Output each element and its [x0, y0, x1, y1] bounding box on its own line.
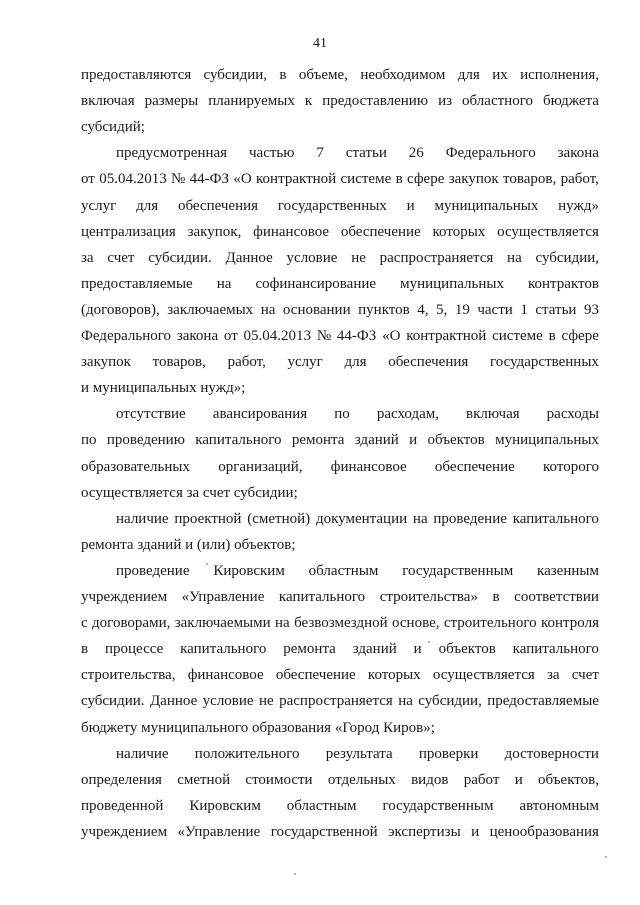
- word: не: [351, 249, 366, 266]
- word: проверки: [418, 745, 479, 762]
- text-line: [81, 275, 599, 293]
- word: системе: [340, 171, 392, 188]
- word: ценообразования: [489, 823, 599, 840]
- word: к: [304, 93, 313, 110]
- word: наличие: [116, 745, 169, 762]
- word: в: [279, 67, 287, 83]
- word: работ,: [227, 354, 266, 371]
- text-line: [116, 562, 599, 580]
- word: 1: [520, 301, 528, 318]
- word: капитального: [512, 510, 599, 527]
- word: контроля: [540, 615, 599, 632]
- word: включая: [466, 406, 520, 423]
- text-line: осуществляется за счет субсидии;: [81, 484, 298, 501]
- word: осуществляется: [432, 667, 535, 684]
- word: наличие: [116, 510, 169, 527]
- word: расходы: [546, 406, 599, 423]
- word: части: [477, 301, 513, 318]
- text-line: [81, 692, 599, 710]
- word: сфере: [406, 171, 445, 188]
- word: и: [413, 641, 422, 658]
- word: государственным: [402, 562, 514, 579]
- word: муниципальных: [495, 432, 599, 449]
- word: капитального: [180, 641, 267, 658]
- word: которых: [432, 223, 486, 240]
- word: по: [81, 432, 97, 449]
- word: проектной: [174, 510, 242, 527]
- word: субсидии,: [418, 693, 482, 710]
- word: предоставляются: [81, 67, 192, 83]
- word: частью: [249, 145, 295, 162]
- word: №: [171, 171, 186, 188]
- word: товаров,: [152, 354, 206, 371]
- word: объектов,: [538, 771, 599, 788]
- word: областным: [308, 562, 379, 579]
- word: обеспечения: [388, 354, 469, 371]
- word: и: [471, 823, 480, 840]
- word: проведенной: [81, 797, 164, 814]
- word: осуществляется: [497, 223, 599, 240]
- word: условие: [202, 693, 254, 710]
- word: субсидии,: [535, 249, 599, 266]
- scan-speck: [206, 563, 208, 565]
- page-number: 41: [313, 36, 327, 51]
- word: договорами,: [92, 615, 171, 632]
- word: счет: [571, 667, 599, 684]
- word: услуг: [287, 354, 323, 371]
- word: капитального: [195, 432, 282, 449]
- word: объектов: [438, 641, 496, 658]
- word: финансовое: [330, 458, 407, 475]
- text-line: [81, 301, 599, 319]
- word: проведению: [106, 432, 185, 449]
- word: на: [216, 275, 232, 292]
- word: их: [492, 67, 508, 83]
- word: 19: [454, 301, 470, 318]
- word: Федерального: [445, 145, 536, 162]
- text-line: [81, 458, 599, 476]
- word: областного: [462, 93, 533, 110]
- text-line: [81, 588, 599, 606]
- text-line: [81, 197, 599, 215]
- word: закупок: [448, 171, 499, 188]
- word: и: [514, 771, 523, 788]
- word: основании: [282, 301, 351, 318]
- word: бюджета: [543, 93, 599, 110]
- text-line: [81, 66, 599, 84]
- text-line: [81, 249, 599, 267]
- word: нужд»: [558, 197, 599, 214]
- word: муниципальных: [434, 197, 539, 214]
- word: статьи: [535, 301, 577, 318]
- text-line: [81, 353, 599, 371]
- word: для: [344, 354, 367, 371]
- text-line: и муниципальных нужд»;: [81, 380, 246, 397]
- word: которого: [543, 458, 599, 475]
- word: (сметной): [247, 510, 311, 527]
- word: капитального: [278, 589, 366, 605]
- word: сметной: [177, 771, 231, 788]
- word: на: [260, 301, 276, 318]
- word: работ: [463, 771, 500, 788]
- word: ремонта: [283, 641, 336, 658]
- word: образовательных: [81, 458, 190, 475]
- word: казенным: [537, 562, 599, 579]
- word: отсутствие: [116, 406, 186, 423]
- word: Кировским: [213, 562, 285, 579]
- text-line: [81, 797, 599, 815]
- word: обеспечение: [275, 667, 356, 684]
- word: в: [492, 589, 500, 605]
- word: для: [457, 67, 480, 83]
- word: планируемых: [208, 93, 295, 110]
- word: проведение: [116, 562, 190, 579]
- word: от: [223, 328, 238, 344]
- word: предусмотренная: [116, 145, 228, 162]
- word: достоверности: [504, 745, 599, 762]
- word: безвозмездной: [294, 615, 388, 632]
- text-line: [81, 771, 599, 789]
- word: обеспечение: [434, 458, 515, 475]
- word: организаций,: [218, 458, 303, 475]
- word: исполнения,: [520, 67, 599, 83]
- word: строительного: [443, 615, 537, 632]
- word: видов: [411, 771, 449, 788]
- text-line: [81, 614, 599, 632]
- word: процессе: [104, 641, 164, 658]
- word: 05.04.2013: [99, 171, 167, 188]
- text-line: [116, 745, 599, 763]
- text-line: [116, 405, 599, 423]
- word: из: [438, 93, 453, 110]
- text-line: ремонта зданий и (или) объектов;: [81, 536, 296, 553]
- text-line: [81, 823, 599, 841]
- text-line: бюджету муниципального образования «Город Киров»;: [81, 719, 435, 736]
- word: включая: [81, 93, 135, 110]
- word: закупок,: [187, 223, 242, 240]
- word: капитального: [512, 641, 599, 658]
- word: Федерального: [81, 328, 172, 344]
- word: условие: [286, 249, 338, 266]
- word: закона: [176, 328, 219, 344]
- word: государственной: [270, 823, 378, 840]
- word: заключаемых: [167, 301, 254, 318]
- word: распространяется: [379, 249, 494, 266]
- scan-speck: [605, 856, 607, 858]
- word: работ,: [560, 171, 599, 188]
- word: отдельных: [327, 771, 396, 788]
- word: положительного: [194, 745, 300, 762]
- word: авансирования: [212, 406, 308, 423]
- word: софинансирование: [255, 275, 377, 292]
- text-line: субсидий;: [81, 119, 145, 136]
- word: 44-ФЗ: [189, 171, 230, 188]
- word: за: [546, 667, 560, 684]
- word: распространяется: [279, 693, 393, 710]
- text-line: [81, 640, 599, 658]
- text-line: [81, 92, 599, 110]
- word: Данное: [149, 693, 198, 710]
- word: результата: [325, 745, 393, 762]
- word: и: [406, 197, 415, 214]
- word: обеспечения: [177, 197, 259, 214]
- word: в: [395, 171, 403, 188]
- word: заключаемыми: [174, 615, 271, 632]
- word: товаров,: [503, 171, 557, 188]
- word: контрактной: [406, 328, 487, 344]
- word: «О: [233, 171, 252, 188]
- word: 26: [408, 145, 424, 162]
- word: учреждением: [81, 589, 168, 605]
- scan-speck: [294, 873, 296, 875]
- word: на: [398, 693, 413, 710]
- word: счет: [107, 249, 135, 266]
- word: которых: [367, 667, 421, 684]
- word: на: [275, 615, 290, 632]
- word: закона: [557, 145, 599, 162]
- text-line: [81, 170, 599, 188]
- word: с: [81, 615, 88, 632]
- text-line: [81, 327, 599, 345]
- word: и: [409, 432, 418, 449]
- text-line: [81, 431, 599, 449]
- text-line: [81, 666, 599, 684]
- word: услуг: [81, 197, 117, 214]
- word: необходимом: [360, 67, 446, 83]
- word: в: [548, 328, 556, 344]
- word: зданий: [354, 432, 399, 449]
- word: размеры: [144, 93, 199, 110]
- word: контрактной: [256, 171, 337, 188]
- word: стоимости: [245, 771, 313, 788]
- word: за: [81, 249, 94, 266]
- word: финансовое: [187, 667, 264, 684]
- word: предоставляемые: [81, 275, 193, 292]
- word: централизация: [81, 223, 176, 240]
- word: объектов: [427, 432, 485, 449]
- word: финансовое: [253, 223, 330, 240]
- word: «О: [382, 328, 401, 344]
- word: строительства»: [379, 589, 478, 605]
- word: системе: [492, 328, 543, 344]
- text-line: [116, 510, 599, 528]
- word: субсидии.: [81, 693, 145, 710]
- word: по: [334, 406, 350, 423]
- word: объеме,: [298, 67, 348, 83]
- word: субсидии.: [148, 249, 212, 266]
- word: контрактов: [528, 275, 599, 292]
- word: государственным: [382, 797, 494, 814]
- word: проведение: [433, 510, 507, 527]
- word: зданий: [352, 641, 397, 658]
- word: Данное: [225, 249, 273, 266]
- word: автономным: [519, 797, 599, 814]
- word: учреждением: [81, 823, 168, 840]
- text-line: [116, 144, 599, 162]
- word: Кировским: [189, 797, 261, 814]
- text-line: [81, 223, 599, 241]
- word: для: [136, 197, 159, 214]
- word: областным: [286, 797, 357, 814]
- word: закупок: [81, 354, 131, 371]
- word: основе,: [392, 615, 440, 632]
- word: предоставлению: [322, 93, 429, 110]
- word: в: [81, 641, 89, 658]
- word: сфере: [561, 328, 599, 344]
- word: предоставляемые: [487, 693, 599, 710]
- word: государственных: [489, 354, 599, 371]
- word: экспертизы: [388, 823, 461, 840]
- word: 05.04.2013: [243, 328, 312, 344]
- word: определения: [81, 771, 162, 788]
- word: 4,: [417, 301, 429, 318]
- word: документации: [315, 510, 408, 527]
- word: на: [507, 249, 522, 266]
- word: «Управление: [177, 823, 261, 840]
- word: 5,: [436, 301, 448, 318]
- word: соответствии: [514, 589, 599, 605]
- word: строительства,: [81, 667, 176, 684]
- word: №: [316, 328, 332, 344]
- word: «Управление: [181, 589, 265, 605]
- word: государственных: [277, 197, 387, 214]
- word: пунктов: [358, 301, 410, 318]
- scan-speck: [428, 641, 430, 643]
- word: не: [259, 693, 274, 710]
- word: на: [412, 510, 428, 527]
- word: от: [81, 171, 95, 188]
- word: субсидии,: [203, 67, 268, 83]
- word: статьи: [345, 145, 387, 162]
- word: расходам,: [376, 406, 439, 423]
- word: 93: [584, 301, 599, 318]
- word: муниципальных: [400, 275, 504, 292]
- word: 7: [316, 145, 324, 162]
- word: (договоров),: [81, 301, 160, 318]
- word: ремонта: [291, 432, 345, 449]
- word: обеспечение: [340, 223, 421, 240]
- word: 44-ФЗ: [336, 328, 377, 344]
